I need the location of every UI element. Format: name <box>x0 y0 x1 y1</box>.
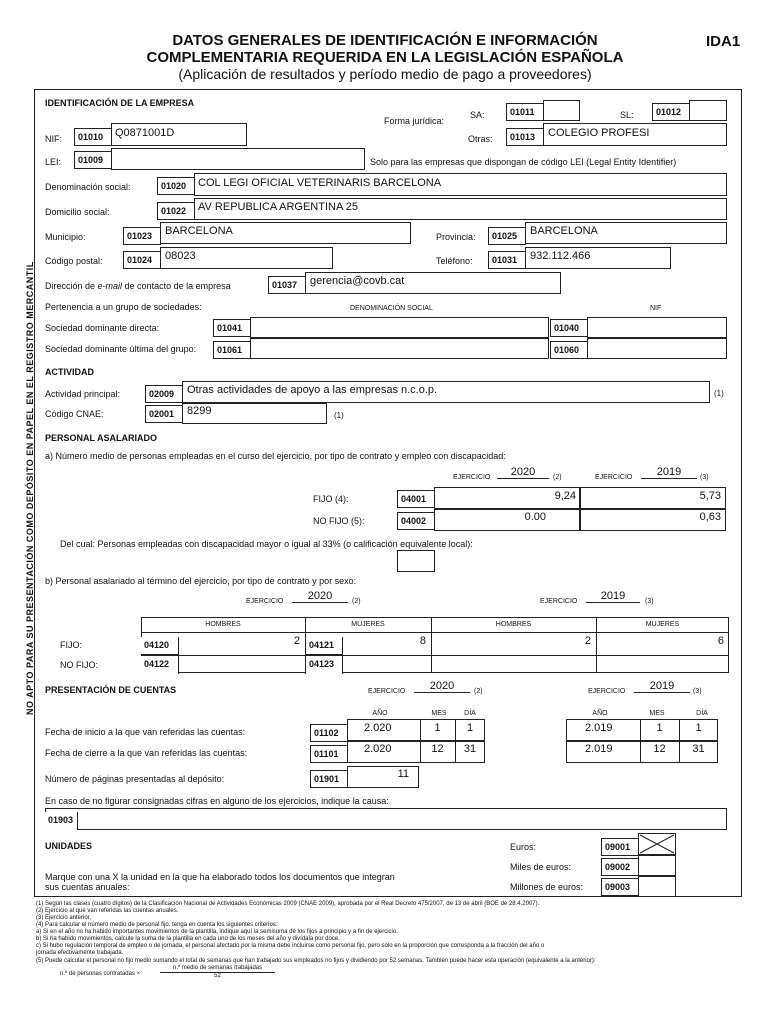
b-fijo-label: FIJO: <box>60 640 82 650</box>
footnote-1: (1) Según las clases (cuatro dígitos) de la Clasificación Nacional de Actividades Económicas 2009 (CNAE 2009), aprobada por el Real Decreto 475/2007, de 13 de abril (BOE de 28.4.2007). <box>36 901 540 907</box>
ejercicio-label-c1: EJERCICIO <box>368 688 406 695</box>
miles-label: Miles de euros: <box>510 862 572 872</box>
personal-b-year-prev: 2019 <box>586 590 640 603</box>
cp-code: 01024 <box>123 251 161 269</box>
mes-header-prev: MES <box>649 710 665 717</box>
fecha-cierre-current-anio: 2.020 <box>364 743 392 755</box>
cuentas-divider-4b <box>679 719 680 763</box>
paginas-label: Número de páginas presentadas al depósito: <box>45 774 225 784</box>
mujeres-header-prev: MUJERES <box>645 621 680 628</box>
domicilio-value: AV REPUBLICA ARGENTINA 25 <box>198 201 358 213</box>
sa-label: SA: <box>470 110 485 120</box>
form-title-line1: DATOS GENERALES DE IDENTIFICACIÓN E INFORMACIÓN <box>172 32 598 49</box>
fijo-current-value: 9,24 <box>554 490 576 502</box>
millones-checkbox[interactable] <box>638 876 676 897</box>
sa-code: 01011 <box>506 103 544 121</box>
footnote-4a: a) Si en el año no ha habido importantes movimientos de la plantilla, indique aquí la semisuma de los fijos a principio y a fin de ejercicio. <box>36 929 398 935</box>
grid-header-divider <box>141 632 729 633</box>
fecha-cierre-label: Fecha de cierre a la que van referidas las cuentas: <box>45 748 248 758</box>
cnae-value: 8299 <box>187 405 212 417</box>
footnote-2: (2) Ejercicio al que van referidas las cuentas anuales. <box>36 908 179 914</box>
fecha-inicio-code: 01102 <box>310 724 348 742</box>
email-label: Dirección de e-mail de contacto de la empresa <box>45 281 231 291</box>
denominacion-social-header: DENOMINACIÓN SOCIAL <box>350 305 433 312</box>
lei-code: 01009 <box>74 151 112 169</box>
paginas-code: 01901 <box>310 770 348 788</box>
ejercicio-label-a2: EJERCICIO <box>595 474 633 481</box>
actividad-principal-code: 02009 <box>145 385 183 403</box>
x-mark-icon <box>639 834 675 854</box>
b-fijo-m-prev[interactable]: 6 <box>717 635 724 647</box>
nif-value: Q0871001D <box>115 127 175 139</box>
b-fijo-code-h: 04120 <box>141 637 179 655</box>
nif-code: 01010 <box>74 128 112 146</box>
sl-code: 01012 <box>652 103 690 121</box>
discapacidad-label: Del cual: Personas empleadas con discapacidad mayor o igual al 33% (o calificación equivalente local): <box>60 539 473 549</box>
cuentas-year-current: 2020 <box>414 680 470 693</box>
form-subtitle: (Aplicación de resultados y período medio de pago a proveedores) <box>178 66 592 82</box>
actividad-principal-note: (1) <box>714 389 724 398</box>
telefono-code: 01031 <box>488 251 526 269</box>
sa-field[interactable] <box>543 100 580 121</box>
millones-label: Millones de euros: <box>510 882 584 892</box>
euros-label: Euros: <box>510 842 537 852</box>
nofijo-code: 04002 <box>397 512 435 530</box>
fecha-cierre-current-dia: 31 <box>463 743 477 755</box>
section-cuentas-title: PRESENTACIÓN DE CUENTAS <box>45 685 177 695</box>
year-prev-note-a: (3) <box>700 474 709 481</box>
b-fijo-m-current[interactable]: 8 <box>419 635 426 647</box>
mujeres-header-current: MUJERES <box>351 621 385 628</box>
hombres-header-current: HOMBRES <box>205 621 241 628</box>
side-disclaimer: NO APTO PARA SU PRESENTACIÓN COMO DEPÓSITO EN PAPEL EN EL REGISTRO MERCANTIL <box>25 261 35 715</box>
causa-field[interactable] <box>45 808 727 830</box>
b-nofijo-label: NO FIJO: <box>60 660 98 670</box>
provincia-code: 01025 <box>488 227 526 245</box>
denominacion-value: COL LEGI OFICIAL VETERINARIS BARCELONA <box>198 177 442 189</box>
fecha-inicio-prev-mes: 1 <box>656 722 663 734</box>
fijo-prev-value: 5,73 <box>699 490 721 502</box>
sl-field[interactable] <box>689 100 727 121</box>
b-nofijo-code-h: 04122 <box>141 656 179 674</box>
formula-prefix: n.º de personas contratadas × <box>60 971 141 977</box>
forma-juridica-label: Forma jurídica: <box>384 116 445 126</box>
lei-field[interactable] <box>111 148 365 170</box>
formula-numerator: n.º medio de semanas trabajadas <box>160 965 275 973</box>
fecha-cierre-code: 01101 <box>310 745 348 763</box>
ejercicio-label-c2: EJERCICIO <box>588 688 626 695</box>
email-code: 01037 <box>268 276 306 294</box>
nif-header: NIF <box>650 305 662 312</box>
actividad-principal-label: Actividad principal: <box>45 389 121 399</box>
b-fijo-h-current[interactable]: 2 <box>293 635 300 647</box>
otras-value: COLEGIO PROFESI <box>548 127 650 139</box>
cnae-label: Código CNAE: <box>45 409 104 419</box>
fecha-inicio-prev-dia: 1 <box>695 722 702 734</box>
footnote-4b: b) Si ha habido movimientos, calcule la suma de la plantilla en cada uno de los meses del año y divídala por doce. <box>36 936 340 942</box>
discapacidad-field[interactable] <box>397 550 435 572</box>
euros-checkbox[interactable] <box>638 833 676 855</box>
unidades-instruction: Marque con una X la unidad en la que ha elaborado todos los documentos que integran sus cuentas anuales: <box>45 872 395 892</box>
section-personal-title: PERSONAL ASALARIADO <box>45 433 158 443</box>
causa-code: 01903 <box>45 812 78 830</box>
cnae-note: (1) <box>334 411 344 420</box>
year-current-note-a: (2) <box>553 474 562 481</box>
dia-header-prev: DÍA <box>696 710 708 717</box>
domicilio-label: Domicilio social: <box>45 207 110 217</box>
personal-year-current: 2020 <box>497 466 549 479</box>
paginas-value: 11 <box>397 768 409 780</box>
municipio-label: Municipio: <box>45 232 86 242</box>
nif-label: NIF: <box>45 134 62 144</box>
miles-checkbox[interactable] <box>638 855 676 876</box>
form-title-line2: COMPLEMENTARIA REQUERIDA EN LA LEGISLACIÓN ESPAÑOLA <box>146 49 624 66</box>
fijo-code: 04001 <box>397 490 435 508</box>
anio-header-current: AÑO <box>372 710 388 717</box>
dominante-directa-code: 01041 <box>213 319 251 337</box>
grupo-label: Pertenencia a un grupo de sociedades: <box>45 302 202 312</box>
cnae-code: 02001 <box>145 405 183 423</box>
causa-label: En caso de no figurar consignadas cifras en alguno de los ejercicios, indique la causa: <box>45 796 389 806</box>
footnote-4: (4) Para calcular el número medio de personal fijo, tenga en cuenta los siguientes criterios: <box>36 922 278 928</box>
dominante-ultima-nif-code: 01060 <box>550 341 588 359</box>
municipio-value: BARCELONA <box>165 225 233 237</box>
dominante-ultima-field[interactable] <box>250 338 549 359</box>
fijo-label: FIJO (4): <box>313 494 349 504</box>
cuentas-year-current-note: (2) <box>474 688 483 695</box>
ejercicio-label-a1: EJERCICIO <box>453 474 491 481</box>
dominante-directa-nif-code: 01040 <box>550 319 588 337</box>
cp-value: 08023 <box>165 250 196 262</box>
footnote-4c: c) Si hubo regulación temporal de empleo o de jornada, el personal afectado por la misma debe incluirse como personal fijo, pero solo en la proporción que corresponda a la fracción del año o <box>36 943 545 949</box>
ejercicio-label-b2: EJERCICIO <box>540 598 578 605</box>
mes-header-current: MES <box>431 710 447 717</box>
personal-a-label: a) Número medio de personas empleadas en el curso del ejercicio, por tipo de contrato y empleo con discapacidad: <box>45 451 506 461</box>
b-fijo-h-prev[interactable]: 2 <box>584 635 591 647</box>
fecha-cierre-prev-mes: 12 <box>653 743 666 755</box>
lei-note: Solo para las empresas que dispongan de código LEI (Legal Entity Identifier) <box>370 157 677 167</box>
dominante-ultima-label: Sociedad dominante última del grupo: <box>45 344 197 354</box>
denominacion-label: Denominación social: <box>45 182 131 192</box>
nofijo-label: NO FIJO (5): <box>313 516 365 526</box>
footnote-3: (3) Ejercicio anterior. <box>36 915 92 921</box>
personal-year-prev: 2019 <box>641 466 697 479</box>
fecha-inicio-current-anio: 2.020 <box>364 722 392 734</box>
dominante-directa-field[interactable] <box>250 317 549 338</box>
sl-label: SL: <box>620 110 634 120</box>
euros-code: 09001 <box>601 838 639 856</box>
nofijo-current-value: 0.00 <box>524 511 546 523</box>
dominante-ultima-nif-field[interactable] <box>587 338 727 359</box>
cuentas-divider-1b <box>420 719 421 763</box>
fecha-inicio-prev-anio: 2.019 <box>585 722 613 734</box>
grid-row-divider <box>141 655 729 656</box>
email-value: gerencia@covb.cat <box>310 275 405 287</box>
section-identificacion-title: IDENTIFICACIÓN DE LA EMPRESA <box>45 98 195 108</box>
personal-b-label: b) Personal asalariado al término del ejercicio, por tipo de contrato y por sexo: <box>45 576 357 586</box>
provincia-label: Provincia: <box>436 232 476 242</box>
dominante-directa-label: Sociedad dominante directa: <box>45 323 160 333</box>
otras-label: Otras: <box>468 134 493 144</box>
lei-label: LEI: <box>45 157 62 167</box>
anio-header-prev: AÑO <box>592 710 608 717</box>
millones-code: 09003 <box>601 878 639 896</box>
denominacion-code: 01020 <box>157 177 195 195</box>
actividad-principal-value: Otras actividades de apoyo a las empresas n.c.o.p. <box>187 384 438 396</box>
personal-b-year-current: 2020 <box>292 590 348 603</box>
fecha-inicio-current-mes: 1 <box>434 722 441 734</box>
cuentas-divider-2b <box>455 719 456 763</box>
fecha-inicio-current-dia: 1 <box>466 722 474 734</box>
year-prev-note-b: (3) <box>645 598 654 605</box>
section-actividad-title: ACTIVIDAD <box>45 367 94 377</box>
fecha-cierre-prev-dia: 31 <box>692 743 705 755</box>
fecha-cierre-current-mes: 12 <box>431 743 444 755</box>
cuentas-divider-3b <box>640 719 641 763</box>
b-fijo-code-m: 04121 <box>305 637 343 655</box>
cp-label: Código postal: <box>45 256 103 266</box>
fecha-cierre-prev-anio: 2.019 <box>585 743 613 755</box>
form-code: IDA1 <box>706 33 741 50</box>
nofijo-prev-value: 0,63 <box>699 511 721 523</box>
footnote-5: (5) Puede calcular el personal no fijo medio sumando el total de semanas que han trabajado sus empleados no fijos y dividiendo por 52 semanas. También puede hacer esta operación (equivalente a la anterior): <box>36 958 596 964</box>
year-current-note-b: (2) <box>352 598 361 605</box>
ejercicio-label-b1: EJERCICIO <box>246 598 284 605</box>
b-nofijo-code-m: 04123 <box>305 656 343 674</box>
hombres-header-prev: HOMBRES <box>495 621 532 628</box>
otras-code: 01013 <box>506 128 544 146</box>
telefono-label: Teléfono: <box>436 256 473 266</box>
cuentas-year-prev: 2019 <box>634 680 690 693</box>
municipio-code: 01023 <box>123 227 161 245</box>
dominante-directa-nif-field[interactable] <box>587 317 727 338</box>
cuentas-year-prev-note: (3) <box>693 688 702 695</box>
dia-header-current: DÍA <box>464 710 476 717</box>
fecha-inicio-label: Fecha de inicio a la que van referidas las cuentas: <box>45 727 246 737</box>
section-unidades-title: UNIDADES <box>45 841 93 851</box>
dominante-ultima-code: 01061 <box>213 341 251 359</box>
miles-code: 09002 <box>601 858 639 876</box>
footnote-4c-cont: jornada efectivamente trabajada. <box>36 950 124 956</box>
formula-denominator: 52 <box>214 973 221 979</box>
provincia-value: BARCELONA <box>530 225 598 237</box>
telefono-value: 932.112.466 <box>530 250 591 262</box>
domicilio-code: 01022 <box>157 202 195 220</box>
